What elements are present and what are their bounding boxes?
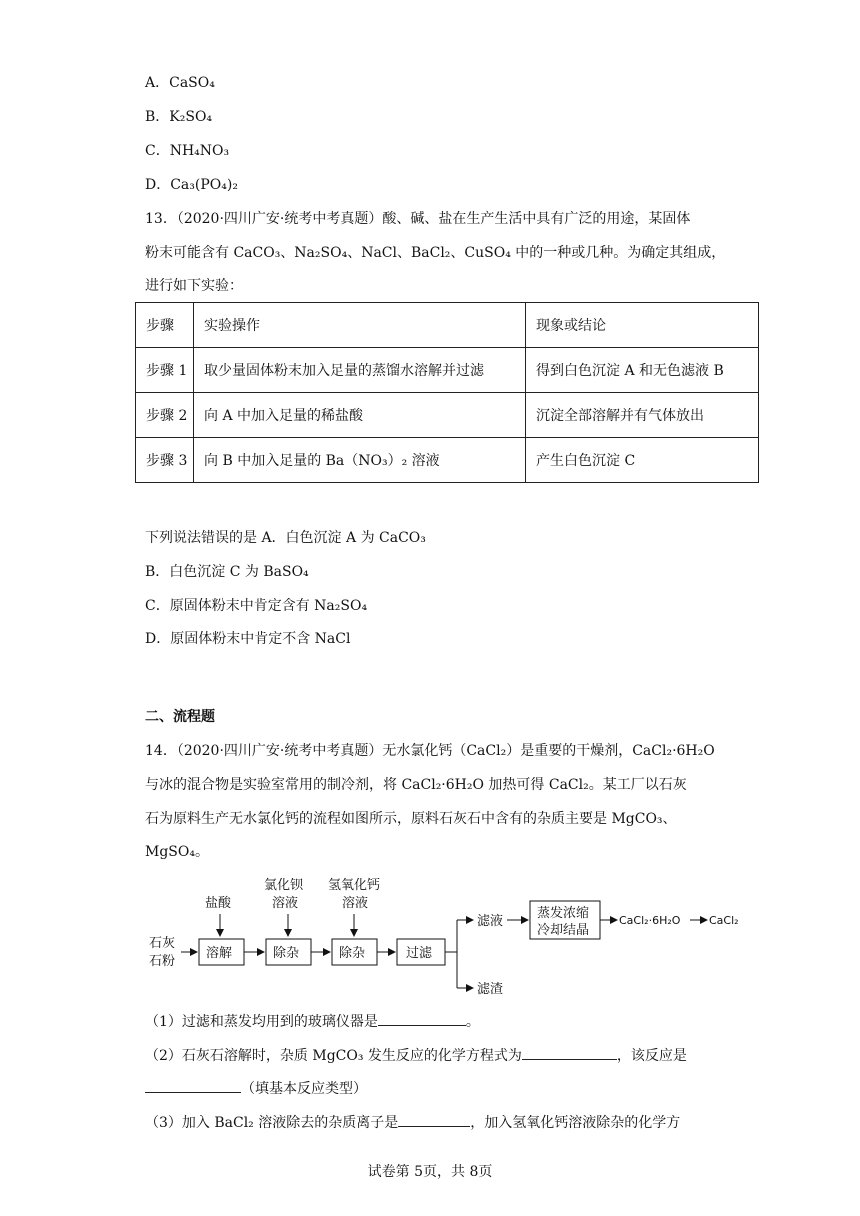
table-cell: 向 A 中加入足量的稀盐酸 <box>194 393 526 438</box>
header-cell: 步骤 <box>136 303 194 348</box>
sub2-text: （2）石灰石溶解时，杂质 MgCO₃ 发生反应的化学方程式为 <box>145 1048 522 1064</box>
table-row <box>136 393 759 438</box>
section-title: 二、流程题 <box>145 709 215 725</box>
q13-stem-line3: 进行如下实验： <box>145 278 243 294</box>
option-d: D．Ca₃(PO₄)₂ <box>145 177 238 193</box>
q13-stem-line2: 粉末可能含有 CaCO₃、Na₂SO₄、NaCl、BaCl₂、CuSO₄ 中的一种或几种。为确定其组成， <box>145 245 726 261</box>
q13-option-c: C．原固体粉末中肯定含有 Na₂SO₄ <box>145 598 368 614</box>
sub-question-2b <box>145 1078 367 1099</box>
sub1-end: 。 <box>465 1014 480 1030</box>
sub-question-3 <box>145 1112 680 1133</box>
filtrate-label: 滤液 <box>477 914 504 929</box>
box-dissolve-label: 溶解 <box>206 946 233 961</box>
residue-label: 滤渣 <box>477 982 504 997</box>
table-cell: 产生白色沉淀 C <box>526 438 759 483</box>
table-cell: 向 B 中加入足量的 Ba（NO₃）₂ 溶液 <box>194 438 526 483</box>
option-a: A．CaSO₄ <box>145 75 215 91</box>
box-filter-label: 过滤 <box>406 946 433 961</box>
reagent-calcium-hydroxide-l1: 氢氧化钙 <box>328 878 381 893</box>
answer-blank[interactable] <box>145 1078 241 1093</box>
reagent-barium-chloride-l1: 氯化钡 <box>264 878 304 893</box>
sub2b-text: （填基本反应类型） <box>241 1081 367 1097</box>
experiment-table <box>135 302 759 483</box>
table-row <box>136 438 759 483</box>
q13-option-b: B．白色沉淀 C 为 BaSO₄ <box>145 564 309 580</box>
sub3-end: ，加入氢氧化钙溶液除杂的化学方 <box>470 1115 681 1131</box>
sub2-mid: ，该反应是 <box>616 1048 687 1064</box>
table-cell: 步骤 3 <box>136 438 194 483</box>
sub1-text: （1）过滤和蒸发均用到的玻璃仪器是 <box>145 1014 378 1030</box>
q14-stem-line1: 14．（2020·四川广安·统考中考真题）无水氯化钙（CaCl₂）是重要的干燥剂，CaCl₂·6H₂O <box>145 743 715 759</box>
answer-blank[interactable] <box>378 1011 466 1026</box>
option-c: C．NH₄NO₃ <box>145 143 230 159</box>
option-b: B．K₂SO₄ <box>145 109 213 125</box>
page-footer: 试卷第 5页，共 8页 <box>367 1164 493 1180</box>
q13-question: 下列说法错误的是 A．白色沉淀 A 为 CaCO₃ <box>145 530 426 546</box>
raw-material-l2: 石粉 <box>149 954 176 969</box>
raw-material-l1: 石灰 <box>149 936 176 951</box>
product-hydrate: CaCl₂·6H₂O <box>619 914 681 927</box>
q13-stem-line1: 13．（2020·四川广安·统考中考真题）酸、碱、盐在生产生活中具有广泛的用途，某固体 <box>145 211 691 227</box>
table-row <box>136 348 759 393</box>
box-remove-impurity-2-label: 除杂 <box>339 946 366 961</box>
q14-stem-line2: 与冰的混合物是实验室常用的制冷剂，将 CaCl₂·6H₂O 加热可得 CaCl₂。某工厂以石灰 <box>145 777 687 793</box>
table-cell: 得到白色沉淀 A 和无色滤液 B <box>526 348 759 393</box>
table-header-row <box>136 303 759 348</box>
sub-question-1 <box>145 1011 480 1032</box>
process-flow-diagram <box>145 872 745 1002</box>
q13-option-d: D．原固体粉末中肯定不含 NaCl <box>145 631 351 647</box>
table-cell: 步骤 2 <box>136 393 194 438</box>
answer-blank[interactable] <box>398 1112 470 1127</box>
table-cell: 步骤 1 <box>136 348 194 393</box>
reagent-calcium-hydroxide-l2: 溶液 <box>342 896 369 911</box>
box-remove-impurity-1-label: 除杂 <box>273 946 300 961</box>
answer-blank[interactable] <box>522 1045 617 1060</box>
reagent-barium-chloride-l2: 溶液 <box>272 896 299 911</box>
q14-stem-line4: MgSO₄。 <box>145 844 209 860</box>
header-cell: 现象或结论 <box>526 303 759 348</box>
table-cell: 沉淀全部溶解并有气体放出 <box>526 393 759 438</box>
sub3-text: （3）加入 BaCl₂ 溶液除去的杂质离子是 <box>145 1115 399 1131</box>
header-cell: 实验操作 <box>194 303 526 348</box>
product-anhydrous: CaCl₂ <box>709 914 739 927</box>
reagent-hydrochloric-acid: 盐酸 <box>205 896 232 911</box>
table-cell: 取少量固体粉末加入足量的蒸馏水溶解并过滤 <box>194 348 526 393</box>
box-evaporate-l2: 冷却结晶 <box>537 923 590 938</box>
box-evaporate-l1: 蒸发浓缩 <box>537 906 590 921</box>
sub-question-2 <box>145 1045 687 1066</box>
q14-stem-line3: 石为原料生产无水氯化钙的流程如图所示，原料石灰石中含有的杂质主要是 MgCO₃、 <box>145 811 677 827</box>
